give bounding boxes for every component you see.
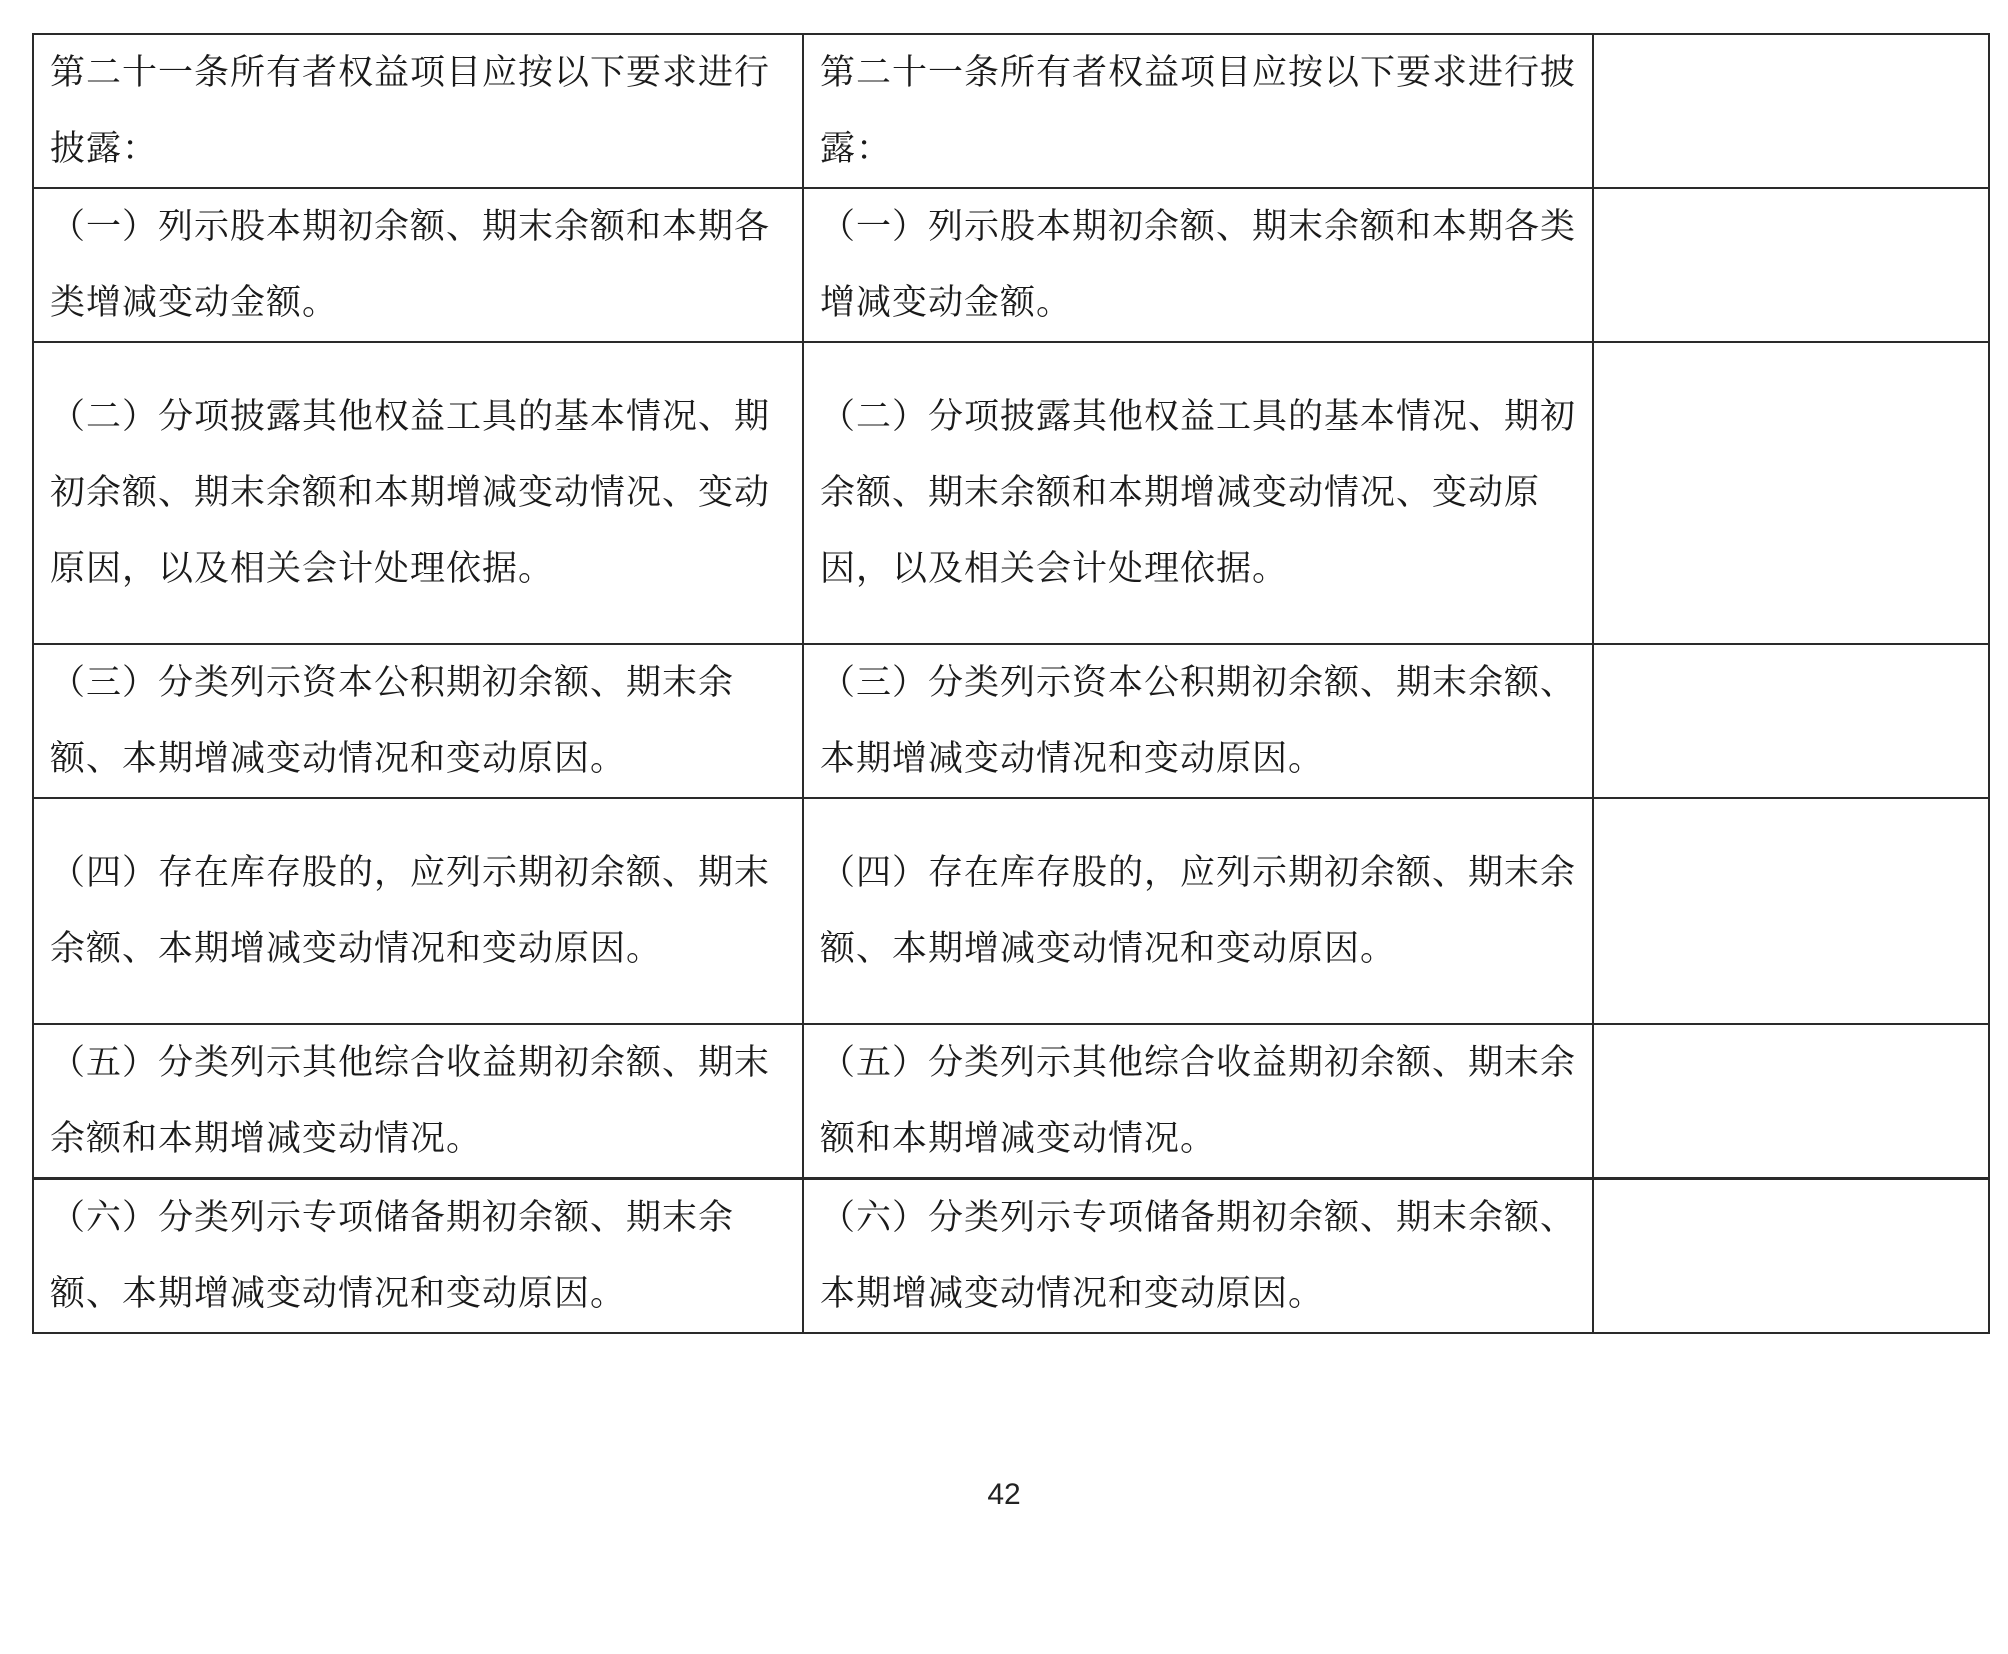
revised-text-cell: （四）存在库存股的，应列示期初余额、期末余额、本期增减变动情况和变动原因。: [803, 798, 1593, 1024]
table-row: [33, 34, 1989, 188]
note-cell: [1593, 342, 1989, 644]
original-text-cell: （二）分项披露其他权益工具的基本情况、期初余额、期末余额和本期增减变动情况、变动原因，以及相关会计处理依据。: [33, 342, 803, 644]
note-cell: [1593, 1024, 1989, 1179]
table-row: [33, 1179, 1989, 1334]
table-row: [33, 342, 1989, 644]
revised-text-cell: （一）列示股本期初余额、期末余额和本期各类增减变动金额。: [803, 188, 1593, 342]
note-cell: [1593, 1179, 1989, 1334]
original-text-cell: （三）分类列示资本公积期初余额、期末余额、本期增减变动情况和变动原因。: [33, 644, 803, 798]
revised-text-cell: （五）分类列示其他综合收益期初余额、期末余额和本期增减变动情况。: [803, 1024, 1593, 1179]
original-text-cell: （六）分类列示专项储备期初余额、期末余额、本期增减变动情况和变动原因。: [33, 1179, 803, 1334]
original-text-cell: （四）存在库存股的，应列示期初余额、期末余额、本期增减变动情况和变动原因。: [33, 798, 803, 1024]
original-text-cell: （五）分类列示其他综合收益期初余额、期末余额和本期增减变动情况。: [33, 1024, 803, 1179]
note-cell: [1593, 188, 1989, 342]
revised-text-cell: （三）分类列示资本公积期初余额、期末余额、本期增减变动情况和变动原因。: [803, 644, 1593, 798]
revised-text-cell: 第二十一条所有者权益项目应按以下要求进行披露：: [803, 34, 1593, 188]
table-row: [33, 644, 1989, 798]
note-cell: [1593, 644, 1989, 798]
table-row: [33, 188, 1989, 342]
table-row: [33, 1024, 1989, 1179]
comparison-table: [32, 33, 1990, 1334]
page-number: 42: [987, 1478, 1021, 1511]
note-cell: [1593, 798, 1989, 1024]
table-row: [33, 798, 1989, 1024]
original-text-cell: 第二十一条所有者权益项目应按以下要求进行披露：: [33, 34, 803, 188]
revised-text-cell: （二）分项披露其他权益工具的基本情况、期初余额、期末余额和本期增减变动情况、变动原因，以及相关会计处理依据。: [803, 342, 1593, 644]
revised-text-cell: （六）分类列示专项储备期初余额、期末余额、本期增减变动情况和变动原因。: [803, 1179, 1593, 1334]
note-cell: [1593, 34, 1989, 188]
original-text-cell: （一）列示股本期初余额、期末余额和本期各类增减变动金额。: [33, 188, 803, 342]
